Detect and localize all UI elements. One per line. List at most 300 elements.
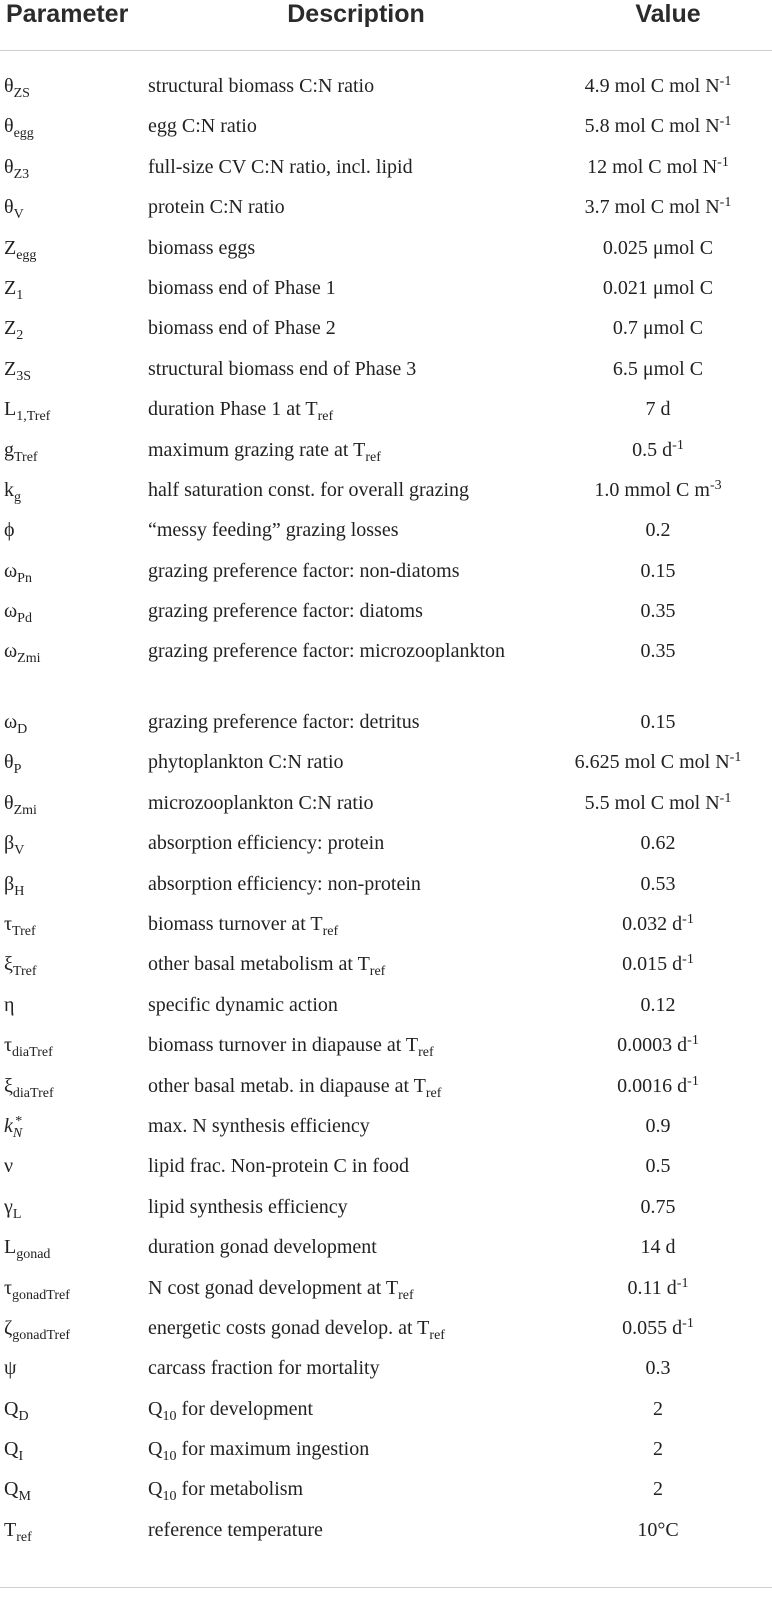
value-superscript: -1 [719, 114, 732, 130]
table-header [0, 0, 772, 51]
description-cell [148, 1429, 538, 1469]
description-text: full-size CV C:N ratio, incl. lipid [148, 155, 413, 178]
parameter-subscript: D [18, 1408, 29, 1424]
parameter-subscript: ZS [13, 85, 30, 101]
description-cell [148, 510, 538, 550]
description-cell [148, 66, 538, 106]
parameter-subscript: Zmi [13, 802, 37, 818]
parameter-symbol: ζ [4, 1316, 13, 1339]
description-text: maximum grazing rate at T [148, 438, 366, 461]
description-text: structural biomass end of Phase 3 [148, 357, 417, 380]
value-cell [553, 1268, 763, 1308]
value-text: 0.015 d [622, 953, 683, 976]
value-text: 2 [653, 1397, 663, 1420]
parameter-cell [4, 1348, 17, 1388]
parameter-symbol: γ [4, 1195, 13, 1218]
header-description: Description [287, 0, 425, 28]
table-row [0, 1308, 772, 1348]
parameter-symbol: θ [4, 751, 14, 774]
parameter-cell [4, 187, 24, 227]
description-cell [148, 904, 538, 944]
value-text: 5.8 mol C mol N [584, 115, 720, 138]
table-row [0, 308, 772, 348]
description-text: structural biomass C:N ratio [148, 75, 375, 97]
parameter-cell [4, 147, 29, 187]
table-row [0, 702, 772, 742]
description-cell [148, 1025, 538, 1065]
value-superscript: -1 [719, 195, 732, 211]
description-subscript: 10 [162, 1489, 177, 1505]
description-cell [148, 636, 538, 666]
value-cell [553, 510, 763, 550]
value-cell [553, 1066, 763, 1106]
parameter-cell [4, 823, 24, 863]
value-cell [553, 551, 763, 591]
parameter-superscript: * [15, 1113, 23, 1129]
description-subscript: ref [418, 1045, 434, 1061]
parameter-symbol: k [4, 478, 14, 501]
parameter-symbol: η [4, 993, 15, 1016]
parameter-cell [4, 1025, 53, 1065]
parameter-cell [4, 430, 38, 470]
parameter-symbol: θ [4, 115, 14, 138]
value-text: 10°C [637, 1518, 679, 1541]
table-row [0, 349, 772, 389]
value-superscript: -1 [682, 952, 694, 968]
table-row [0, 1025, 772, 1065]
description-cell [148, 702, 538, 742]
description-text: Q [148, 1478, 163, 1501]
description-cell [148, 1187, 538, 1227]
table-row [0, 268, 772, 308]
parameter-symbol: ω [4, 640, 18, 663]
value-text: 7 d [645, 398, 671, 421]
description-cell [148, 1268, 538, 1308]
description-text: grazing preference factor: detritus [148, 711, 420, 734]
description-cell [148, 944, 538, 984]
value-superscript: -1 [682, 912, 694, 928]
value-cell [553, 985, 763, 1025]
value-cell [553, 1187, 763, 1227]
parameter-symbol: ω [4, 559, 18, 582]
value-cell [553, 1348, 763, 1388]
description-text: Q [148, 1397, 163, 1420]
parameter-cell [4, 1066, 54, 1106]
parameter-subscript: Tref [12, 964, 37, 980]
description-subscript: ref [398, 1287, 414, 1303]
description-text: biomass end of Phase 1 [148, 276, 336, 299]
parameter-subscript: D [17, 721, 28, 737]
value-cell [553, 1308, 763, 1348]
value-text: 3.7 mol C mol N [584, 196, 720, 219]
value-text: 5.5 mol C mol N [584, 791, 720, 814]
description-subscript: ref [429, 1327, 445, 1343]
description-text: “messy feeding” grazing losses [148, 519, 399, 542]
value-superscript: -1 [687, 1033, 699, 1049]
value-text: 0.11 d [627, 1276, 677, 1299]
parameter-cell [4, 1389, 29, 1429]
bottom-rule [0, 1587, 772, 1588]
value-cell [553, 591, 763, 631]
parameter-subscript: V [13, 207, 24, 223]
value-text: 0.0003 d [617, 1034, 688, 1057]
description-text: other basal metab. in diapause at T [148, 1074, 426, 1097]
description-cell [148, 1106, 538, 1146]
value-cell [553, 268, 763, 308]
parameter-symbol: β [4, 872, 15, 895]
value-cell [553, 702, 763, 742]
parameter-symbol: ψ [4, 1357, 17, 1380]
description-cell [148, 864, 538, 904]
parameter-subscript: 3S [16, 368, 32, 384]
description-cell [148, 106, 538, 146]
value-cell [553, 864, 763, 904]
description-cell [148, 1066, 538, 1106]
value-cell [553, 1510, 763, 1550]
description-text: egg C:N ratio [148, 115, 257, 138]
table-row [0, 944, 772, 984]
description-cell [148, 389, 538, 429]
value-cell [553, 147, 763, 187]
parameter-cell [4, 1146, 13, 1186]
parameter-symbol: β [4, 832, 15, 855]
parameter-symbol: L [4, 398, 17, 421]
parameter-cell [4, 1308, 70, 1348]
parameter-symbol: g [4, 438, 14, 461]
value-cell [553, 430, 763, 470]
value-superscript: -1 [717, 154, 729, 170]
parameter-symbol: θ [4, 196, 14, 219]
description-text: biomass end of Phase 2 [148, 317, 336, 340]
parameter-symbol: Z [4, 317, 17, 340]
parameter-cell [4, 389, 50, 429]
value-text: 0.35 [640, 640, 676, 663]
description-cell [148, 187, 538, 227]
parameter-symbol: ν [4, 1155, 14, 1178]
description-subscript: 10 [162, 1408, 177, 1424]
table-row [0, 1389, 772, 1429]
table-row [0, 187, 772, 227]
value-text: 0.2 [645, 519, 671, 542]
description-text: lipid synthesis efficiency [148, 1195, 348, 1218]
parameter-symbol: θ [4, 791, 14, 814]
table-row [0, 985, 772, 1025]
parameter-subscript: egg [16, 247, 37, 263]
description-subscript: ref [317, 409, 334, 425]
table-row [0, 551, 772, 591]
table-row [0, 591, 772, 631]
description-cell [148, 1389, 538, 1429]
table-row [0, 106, 772, 146]
parameter-subscript: gonadTref [12, 1327, 71, 1343]
description-cell [148, 470, 538, 510]
parameter-symbol: Q [4, 1397, 19, 1420]
value-text: 1.0 mmol C m [594, 478, 710, 501]
parameter-cell [4, 228, 36, 268]
parameter-symbol: Q [4, 1478, 19, 1501]
value-text: 0.032 d [622, 913, 683, 936]
value-superscript: -1 [729, 750, 742, 766]
value-text: 2 [653, 1478, 663, 1501]
value-text: 6.625 mol C mol N [574, 751, 730, 774]
table-row [0, 430, 772, 470]
description-text: reference temperature [148, 1518, 323, 1541]
description-text: specific dynamic action [148, 993, 338, 1016]
table-row [0, 510, 772, 550]
parameter-cell [4, 349, 31, 389]
value-text: 0.021 μmol C [602, 276, 714, 299]
parameter-cell [4, 308, 23, 348]
parameter-subscript: Tref [14, 449, 38, 465]
description-tail: for maximum ingestion [176, 1438, 370, 1461]
description-subscript: ref [365, 449, 381, 465]
description-text: duration gonad development [148, 1236, 377, 1259]
value-text: 0.62 [640, 832, 676, 855]
parameter-symbol: ϕ [4, 519, 15, 542]
parameter-subscript: P [13, 762, 22, 778]
parameter-cell [4, 591, 32, 631]
table-row [0, 631, 772, 702]
table-row [0, 1227, 772, 1267]
description-cell [148, 308, 538, 348]
table-row [0, 1187, 772, 1227]
parameter-symbol: θ [4, 75, 14, 97]
parameter-subscript: I [18, 1448, 24, 1464]
value-superscript: -1 [672, 437, 684, 453]
parameter-subscript: egg [13, 126, 34, 142]
description-text: absorption efficiency: non-protein [148, 872, 421, 895]
description-cell [148, 591, 538, 631]
description-text: microzooplankton C:N ratio [148, 791, 374, 814]
value-text: 12 mol C mol N [587, 155, 718, 178]
table-row [0, 228, 772, 268]
parameter-symbol: ω [4, 600, 18, 623]
value-text: 4.9 mol C mol N [584, 75, 720, 97]
parameter-cell [4, 864, 24, 904]
parameter-subscript: Tref [12, 923, 36, 939]
description-tail: for development [176, 1397, 314, 1420]
parameter-symbol: ξ [4, 1074, 13, 1097]
parameter-cell [4, 1187, 21, 1227]
value-cell [553, 389, 763, 429]
table-row [0, 1106, 772, 1146]
parameter-cell [4, 1227, 50, 1267]
parameter-subscript: 2 [16, 328, 24, 344]
description-cell [148, 823, 538, 863]
parameter-subscript: diaTref [12, 1085, 54, 1101]
description-text: grazing preference factor: non-diatoms [148, 559, 460, 582]
value-cell [553, 308, 763, 348]
description-subscript: ref [322, 923, 339, 939]
table-row [0, 904, 772, 944]
parameter-cell [4, 106, 34, 146]
description-text: N cost gonad development at T [148, 1276, 399, 1299]
value-superscript: -1 [719, 790, 732, 806]
parameter-subscript: Z3 [13, 166, 30, 182]
description-tail: for metabolism [176, 1478, 304, 1501]
value-cell [553, 944, 763, 984]
table-row [0, 66, 772, 106]
parameter-subscript: N [12, 1125, 23, 1141]
table-row [0, 470, 772, 510]
description-text: max. N synthesis efficiency [148, 1114, 370, 1137]
value-cell [553, 106, 763, 146]
value-cell [553, 349, 763, 389]
description-cell [148, 430, 538, 470]
value-text: 0.53 [640, 872, 676, 895]
description-cell [148, 742, 538, 782]
parameter-cell [4, 470, 21, 510]
parameter-symbol: Q [4, 1438, 19, 1461]
value-text: 0.5 d [632, 438, 673, 461]
parameter-subscript: gonad [16, 1247, 51, 1263]
value-text: 0.7 μmol C [612, 317, 704, 340]
table-row [0, 1146, 772, 1186]
header-value: Value [635, 0, 701, 28]
value-text: 2 [653, 1438, 663, 1461]
table-row [0, 389, 772, 429]
value-cell [553, 187, 763, 227]
parameter-subscript: 1,Tref [16, 409, 51, 425]
value-cell [553, 1469, 763, 1509]
parameter-cell [4, 631, 41, 671]
value-text: 0.0016 d [617, 1074, 688, 1097]
value-cell [553, 66, 763, 106]
parameter-subscript: diaTref [12, 1045, 53, 1061]
parameter-cell [4, 1268, 70, 1308]
parameter-subscript: M [18, 1489, 31, 1505]
parameter-subscript: ref [16, 1529, 32, 1545]
parameter-subscript: V [14, 843, 25, 859]
description-text: grazing preference factor: diatoms [148, 600, 423, 623]
value-cell [553, 1389, 763, 1429]
parameter-cell [4, 268, 23, 308]
description-cell [148, 783, 538, 823]
value-cell [553, 631, 763, 671]
value-cell [553, 470, 763, 510]
value-cell [553, 1429, 763, 1469]
description-cell [148, 985, 538, 1025]
table-row [0, 1510, 772, 1550]
description-text: duration Phase 1 at T [148, 398, 318, 421]
value-text: 0.3 [645, 1357, 671, 1380]
parameter-subscript: g [14, 489, 21, 505]
header-parameter: Parameter [6, 0, 129, 28]
value-text: 14 d [640, 1236, 676, 1259]
description-text: biomass turnover at T [148, 913, 323, 936]
value-superscript: -1 [682, 1315, 694, 1331]
description-cell [148, 1146, 538, 1186]
table-row [0, 1348, 772, 1388]
parameter-cell [4, 1429, 23, 1469]
parameter-symbol: T [4, 1518, 17, 1541]
value-text: 0.15 [640, 559, 676, 582]
value-cell [553, 1106, 763, 1146]
parameter-symbol: k [4, 1114, 13, 1137]
parameter-subscript: H [14, 883, 25, 899]
table-row [0, 783, 772, 823]
description-text: phytoplankton C:N ratio [148, 751, 344, 774]
description-cell [148, 147, 538, 187]
parameter-cell [4, 551, 32, 591]
value-cell [553, 1146, 763, 1186]
value-superscript: -1 [719, 74, 732, 89]
value-text: 0.35 [640, 600, 676, 623]
description-cell [148, 1469, 538, 1509]
description-text: biomass turnover in diapause at T [148, 1034, 419, 1057]
parameter-symbol: Z [4, 276, 17, 299]
description-text: grazing preference factor: microzooplankton [148, 640, 506, 663]
parameter-cell [4, 742, 21, 782]
description-cell [148, 551, 538, 591]
description-cell [148, 1308, 538, 1348]
parameter-symbol: τ [4, 1276, 13, 1299]
value-text: 6.5 μmol C [612, 357, 704, 380]
parameter-subscript: 1 [16, 287, 24, 303]
parameter-symbol: θ [4, 155, 14, 178]
description-subscript: 10 [162, 1448, 177, 1464]
value-text: 0.055 d [622, 1316, 683, 1339]
value-superscript: -1 [687, 1073, 699, 1089]
value-superscript: -3 [709, 477, 722, 493]
table-row [0, 1469, 772, 1509]
value-text: 0.15 [640, 711, 676, 734]
table-row [0, 1429, 772, 1469]
table-row [0, 864, 772, 904]
description-text: energetic costs gonad develop. at T [148, 1316, 430, 1339]
value-cell [553, 228, 763, 268]
table-row [0, 1268, 772, 1308]
value-cell [553, 823, 763, 863]
parameter-cell [4, 1510, 32, 1550]
parameter-cell [4, 904, 36, 944]
description-text: absorption efficiency: protein [148, 832, 385, 855]
parameter-symbol: L [4, 1236, 17, 1259]
parameter-subscript: L [12, 1206, 22, 1222]
description-text: biomass eggs [148, 236, 256, 259]
parameter-cell [4, 985, 14, 1025]
description-cell [148, 1227, 538, 1267]
value-text: 0.75 [640, 1195, 676, 1218]
description-subscript: ref [425, 1085, 442, 1101]
value-superscript: -1 [676, 1275, 689, 1291]
table-row [0, 823, 772, 863]
parameter-subscript: Pd [17, 610, 32, 626]
description-cell [148, 1348, 538, 1388]
description-cell [148, 268, 538, 308]
description-subscript: ref [369, 964, 386, 980]
parameter-symbol: Z [4, 236, 17, 259]
parameter-cell [4, 66, 30, 106]
description-cell [148, 349, 538, 389]
value-text: 0.12 [640, 993, 676, 1016]
parameter-cell [4, 510, 15, 550]
parameter-cell [4, 783, 37, 823]
description-text: protein C:N ratio [148, 196, 285, 219]
value-cell [553, 742, 763, 782]
parameter-cell [4, 702, 27, 742]
parameter-cell [4, 1469, 31, 1509]
parameter-cell [4, 1106, 22, 1146]
table-row [0, 1066, 772, 1106]
value-cell [553, 1227, 763, 1267]
description-cell [148, 228, 538, 268]
parameter-cell [4, 944, 37, 984]
parameter-symbol: ξ [4, 953, 13, 976]
value-cell [553, 783, 763, 823]
value-text: 0.9 [645, 1114, 671, 1137]
table-row [0, 147, 772, 187]
